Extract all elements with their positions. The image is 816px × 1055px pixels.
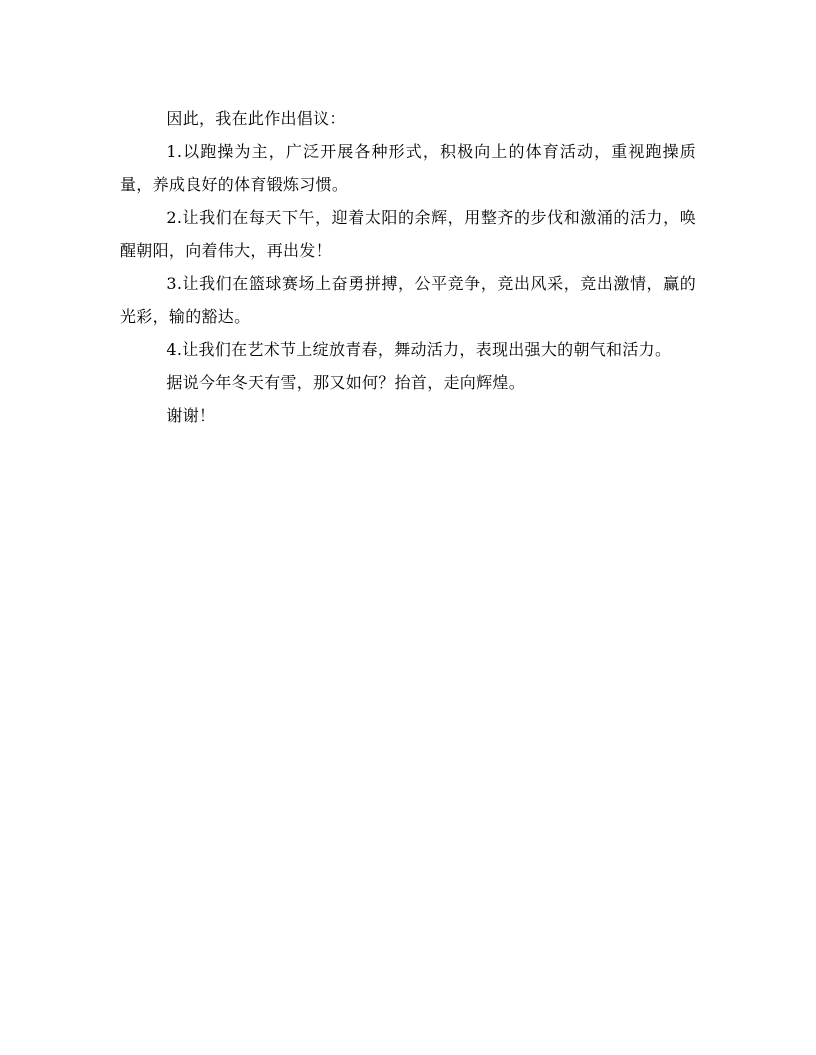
paragraph-thanks: 谢谢！ bbox=[166, 406, 216, 425]
paragraph-closing: 据说今年冬天有雪，那又如何？抬首，走向辉煌。 bbox=[166, 373, 525, 392]
paragraph-item-4: 4.让我们在艺术节上绽放青春，舞动活力，表现出强大的朝气和活力。 bbox=[166, 340, 672, 359]
document-body bbox=[120, 102, 696, 432]
paragraph-intro: 因此，我在此作出倡议： bbox=[166, 109, 346, 128]
paragraph-item-3: 3.让我们在篮球赛场上奋勇拼搏，公平竞争，竞出风采，竞出激情，赢的光彩，输的豁达。 bbox=[120, 274, 696, 326]
paragraph-item-2: 2.让我们在每天下午，迎着太阳的余辉，用整齐的步伐和激涌的活力，唤醒朝阳，向着伟大，再出发！ bbox=[120, 208, 696, 260]
paragraph-item-1: 1.以跑操为主，广泛开展各种形式，积极向上的体育活动，重视跑操质量，养成良好的体育锻炼习惯。 bbox=[120, 142, 696, 194]
